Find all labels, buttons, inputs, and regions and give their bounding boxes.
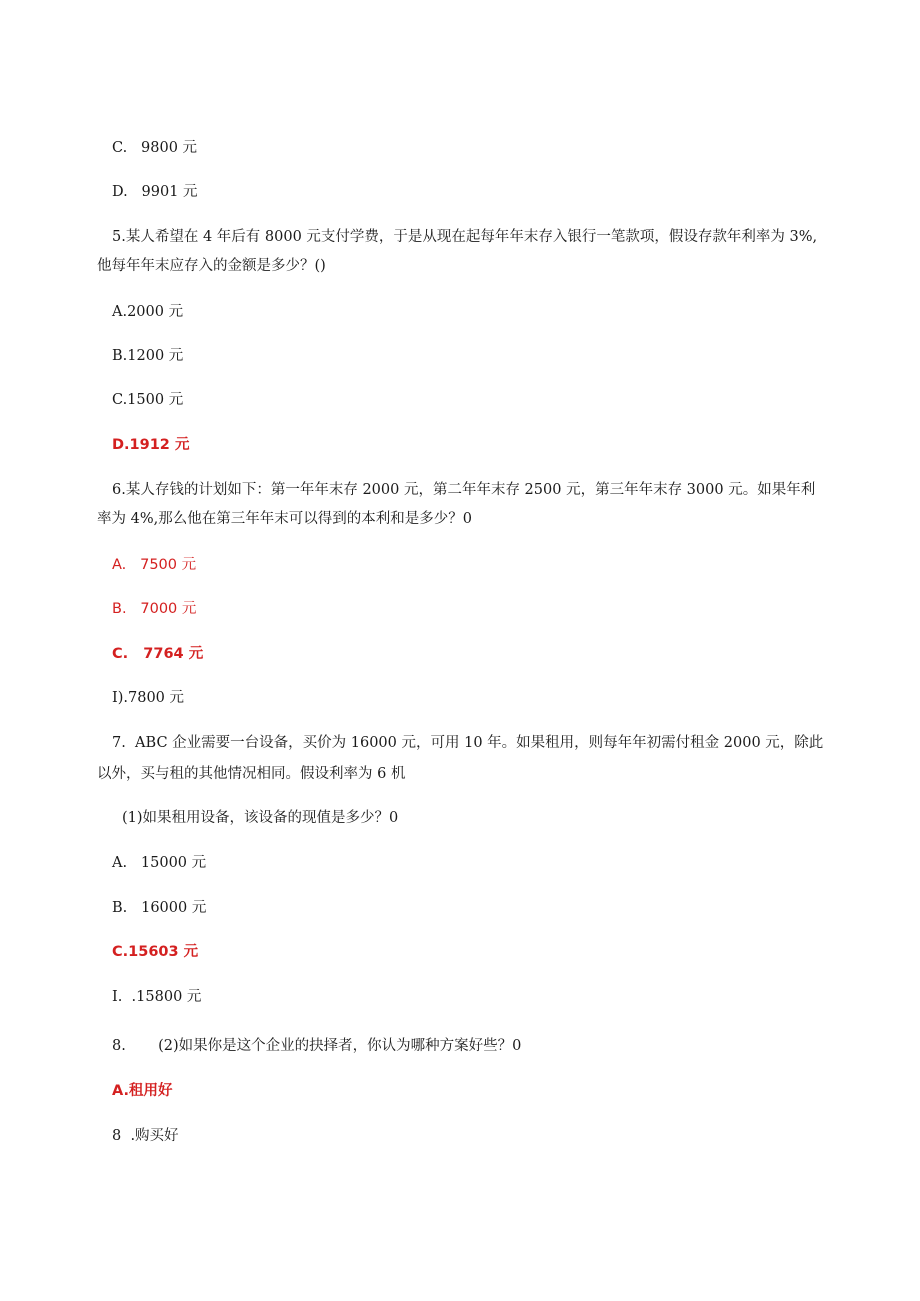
q8-option-a-answer: A.租用好 — [112, 1083, 173, 1099]
q7-option-d: I. .15800 元 — [112, 989, 202, 1005]
q7-option-c-answer: C.15603 元 — [112, 944, 199, 960]
q7-text-line1: 7. ABC 企业需要一台设备，买价为 16000 元，可用 10 年。如果租用，则每年年初需付租金 2000 元，除此 — [112, 735, 824, 751]
q8-text-line1: 8. (2)如果你是这个企业的抉择者，你认为哪种方案好些？0 — [112, 1038, 522, 1054]
q8-option-b: 8 .购买好 — [112, 1128, 179, 1144]
q7-option-a: A. 15000 元 — [112, 855, 207, 871]
q6-option-b: B. 7000 元 — [112, 601, 197, 617]
q5-text-line1: 5.某人希望在 4 年后有 8000 元支付学费，于是从现在起每年年末存入银行一笔款项，假设存款年利率为 3%, — [112, 229, 818, 245]
q7-subquestion-1: (1)如果租用设备，该设备的现值是多少？0 — [122, 810, 399, 826]
q6-option-d: I).7800 元 — [112, 690, 185, 706]
q6-text-line1: 6.某人存钱的计划如下：第一年年末存 2000 元，第二年年末存 2500 元，第三年年末存 3000 元。如果年利 — [112, 482, 816, 498]
q5-option-d-answer: D.1912 元 — [112, 437, 190, 453]
q5-option-a: A.2000 元 — [112, 304, 184, 320]
q7-text-line2: 以外，买与租的其他情况相同。假设利率为 6 机 — [97, 766, 406, 782]
q6-option-c-answer: C. 7764 元 — [112, 646, 204, 662]
q6-text-line2: 率为 4%,那么他在第三年年末可以得到的本利和是多少？0 — [97, 511, 472, 527]
q6-option-a: A. 7500 元 — [112, 557, 197, 573]
q7-option-b: B. 16000 元 — [112, 900, 207, 916]
q5-option-b: B.1200 元 — [112, 348, 184, 364]
q5-option-c: C.1500 元 — [112, 392, 184, 408]
q4-option-c: C. 9800 元 — [112, 140, 198, 156]
q5-text-line2: 他每年年末应存入的金额是多少？() — [97, 258, 326, 274]
q4-option-d: D. 9901 元 — [112, 184, 198, 200]
